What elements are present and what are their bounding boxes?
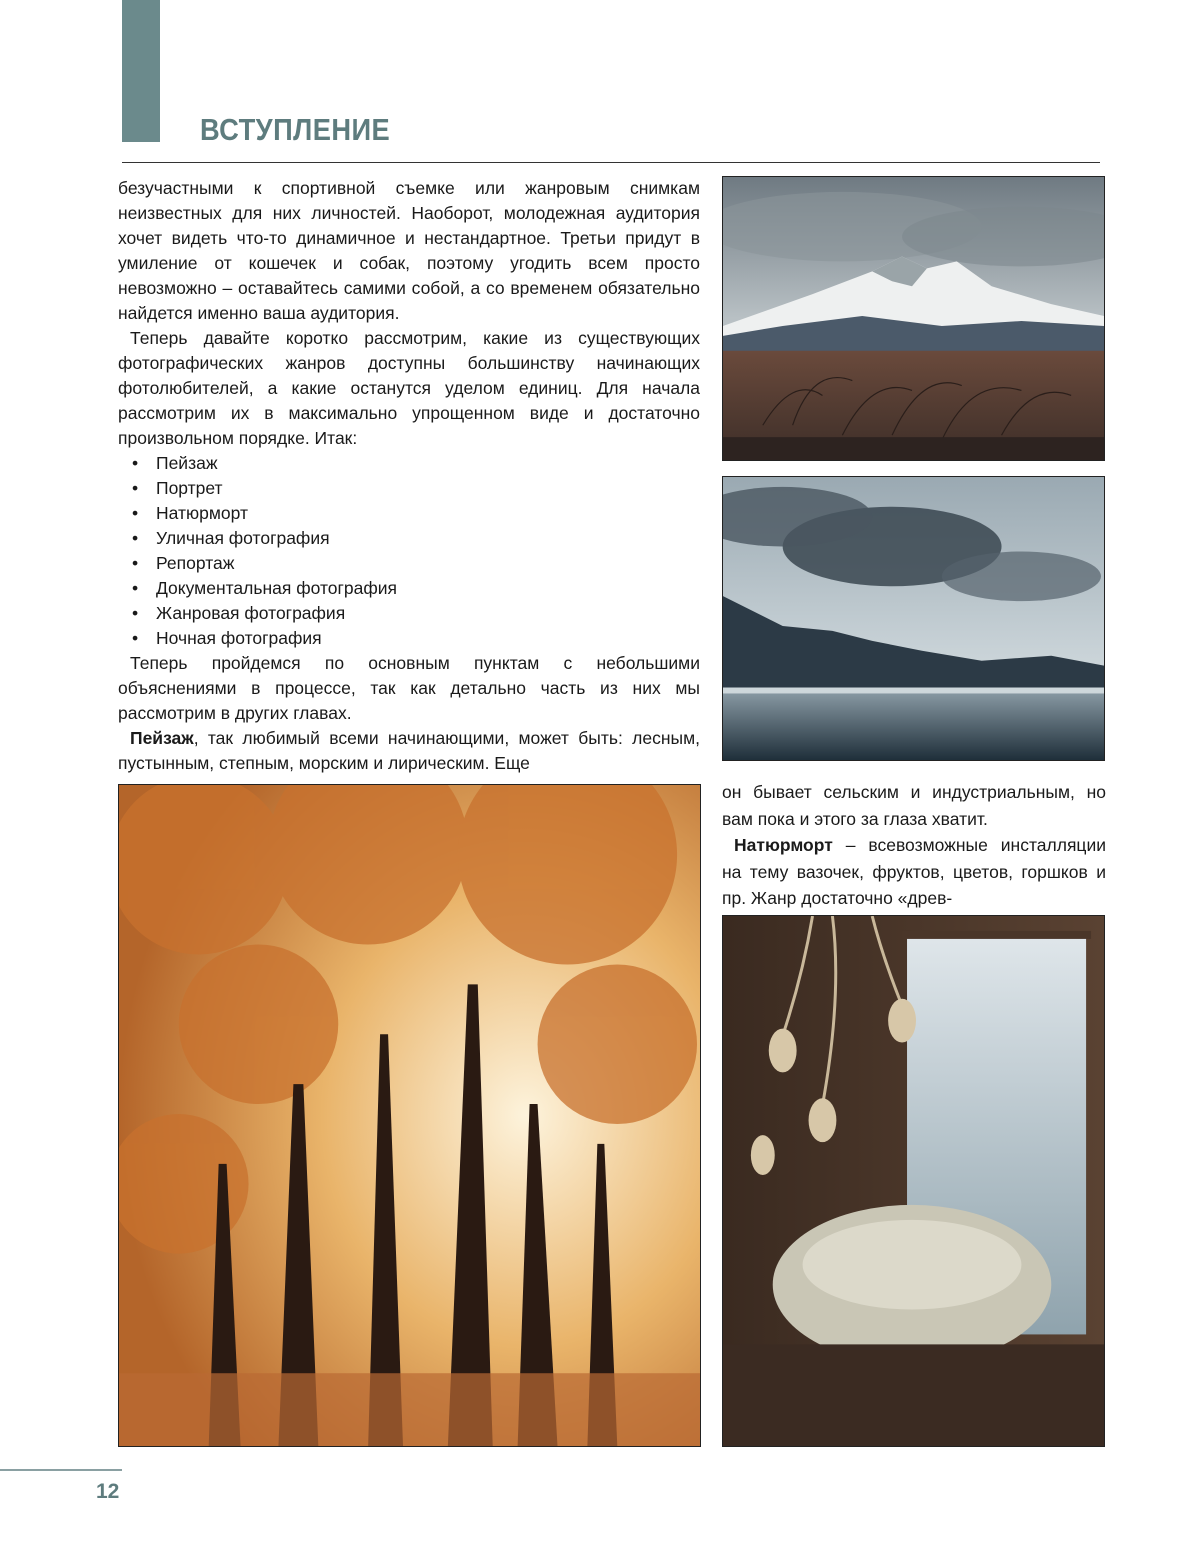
- paragraph-genres-intro: Теперь давайте коротко рассмотрим, какие из существующих фотографических жанров доступны большинству начинающих фотолюбителей, а какие останутся уделом единиц. Для начала рассмотрим их в максимально упрощенном виде и достаточно произвольном порядке. Итак:: [118, 328, 700, 448]
- bullet-icon: •: [132, 578, 139, 598]
- list-item: • Натюрморт: [118, 501, 700, 526]
- paragraph-still-life: Натюрморт – всевозможные инсталляции на тему вазочек, фруктов, цветов, горшков и пр. Жанр достаточно «древ-: [722, 835, 1106, 908]
- paragraph-overview: Теперь пройдемся по основным пунктам с небольшими объяснениями в процессе, так как детально часть из них мы рассмотрим в других главах.: [118, 653, 700, 723]
- bullet-icon: •: [132, 478, 139, 498]
- chapter-side-bar: [122, 0, 160, 142]
- header-rule: [122, 162, 1100, 163]
- list-item: • Пейзаж: [118, 451, 700, 476]
- page-number: 12: [96, 1480, 120, 1503]
- list-item: • Ночная фотография: [118, 626, 700, 651]
- mountain-landscape-photo: [722, 176, 1105, 461]
- still-life-term: Натюрморт: [734, 835, 833, 855]
- bullet-icon: •: [132, 528, 139, 548]
- list-item: • Репортаж: [118, 551, 700, 576]
- autumn-forest-photo: [118, 784, 701, 1447]
- bullet-icon: •: [132, 453, 139, 473]
- paragraph-landscape: Пейзаж, так любимый всеми начинающими, может быть: лесным, пустынным, степным, морским и лирическим. Еще: [118, 728, 700, 773]
- bullet-icon: •: [132, 553, 139, 573]
- footer-rule: [0, 1469, 122, 1471]
- bullet-icon: •: [132, 603, 139, 623]
- list-item: • Жанровая фотография: [118, 601, 700, 626]
- chapter-title: ВСТУПЛЕНИЕ: [200, 112, 391, 147]
- list-item: • Документальная фотография: [118, 576, 700, 601]
- main-text-column: [118, 176, 700, 776]
- list-item: • Портрет: [118, 476, 700, 501]
- paragraph-landscape-continued: он бывает сельским и индустриальным, но вам пока и этого за глаза хватит.: [722, 782, 1106, 829]
- right-text-column: [722, 779, 1106, 912]
- paragraph-intro: безучастными к спортивной съемке или жанровым снимкам неизвестных для них личностей. Наоборот, молодежная аудитория хочет видеть что-то динамичное и нестандартное. Третьи придут в умиление от кошечек и собак, поэтому угодить всем просто невозможно – оставайтесь самими собой, а со временем обязательно найдется именно ваша аудитория.: [118, 178, 700, 323]
- bullet-icon: •: [132, 503, 139, 523]
- genres-list: [118, 451, 700, 651]
- list-item: • Уличная фотография: [118, 526, 700, 551]
- stormy-lake-photo: [722, 476, 1105, 761]
- bullet-icon: •: [132, 628, 139, 648]
- landscape-term: Пейзаж: [130, 728, 194, 748]
- still-life-photo: [722, 915, 1105, 1447]
